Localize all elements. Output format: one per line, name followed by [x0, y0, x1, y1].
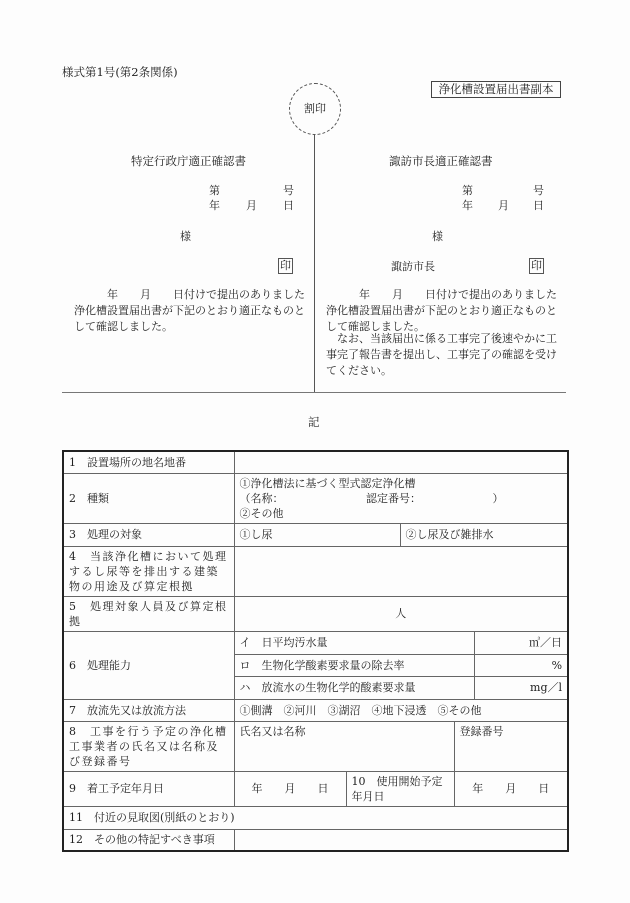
left-cert-title: 特定行政庁適正確認書 — [131, 154, 246, 168]
start-date-field[interactable]: 年 月 日 — [234, 771, 346, 806]
right-stamp-mark — [529, 258, 544, 274]
ki-heading: 記 — [308, 415, 320, 429]
discharge-options[interactable]: ①側溝 ②河川 ③湖沼 ④地下浸透 ⑤その他 — [234, 699, 568, 721]
left-cert-body: 年 月 日付けで提出のありました浄化槽設置届出書が下記のとおり適正なものとして確認しました。 — [74, 288, 305, 333]
row-label: 1 設置場所の地名地番 — [63, 451, 234, 473]
target-option-1[interactable]: ①し尿 — [234, 523, 400, 546]
table-row — [63, 596, 568, 631]
table-row — [63, 473, 568, 523]
left-stamp-mark — [278, 258, 293, 274]
table-row — [63, 699, 568, 721]
type-name-line: （名称： 認定番号： ） — [239, 491, 504, 505]
row-label: 12 その他の特記すべき事項 — [63, 829, 234, 851]
left-year: 年 — [209, 199, 220, 212]
capacity-item-value[interactable]: mg／l — [474, 676, 568, 699]
row-label: 7 放流先又は放流方法 — [63, 699, 234, 721]
table-row — [63, 721, 568, 771]
capacity-item-value[interactable]: ㎥／日 — [474, 631, 568, 654]
row-label: 6 処理能力 — [63, 631, 234, 699]
row-label: 11 付近の見取図(別紙のとおり) — [63, 806, 568, 829]
right-cert-title: 諏訪市長適正確認書 — [389, 154, 493, 168]
target-option-2[interactable]: ②し尿及び雑排水 — [400, 523, 568, 546]
type-option-2: ②その他 — [239, 506, 284, 520]
left-month: 月 — [246, 199, 257, 212]
capacity-item-label: ロ 生物化学酸素要求量の除去率 — [234, 654, 474, 676]
right-addressee-suffix: 様 — [432, 230, 443, 243]
capacity-item-value[interactable]: % — [474, 654, 568, 676]
right-number-prefix: 第 — [462, 184, 473, 197]
other-notes-field[interactable] — [234, 829, 568, 851]
row-label: 5 処理対象人員及び算定根拠 — [63, 596, 234, 631]
right-cert-body: 年 月 日付けで提出のありました浄化槽設置届出書が下記のとおり適正なものとして確認しました。 — [326, 288, 557, 333]
tally-seal-circle — [289, 83, 341, 135]
left-day: 日 — [283, 199, 294, 212]
row-label: 3 処理の対象 — [63, 523, 234, 546]
use-start-label: 10 使用開始予定年月日 — [346, 771, 454, 806]
contractor-name-field[interactable]: 氏名又は名称 — [234, 721, 454, 771]
location-field[interactable] — [234, 451, 568, 473]
type-option-1: ①浄化槽法に基づく型式認定浄化槽 — [239, 476, 416, 490]
row-label: 4 当該浄化槽において処理するし尿等を排出する建築物の用途及び算定根拠 — [63, 546, 234, 596]
right-number-suffix: 号 — [533, 184, 544, 197]
right-year: 年 — [462, 199, 473, 212]
left-addressee-suffix: 様 — [180, 230, 191, 243]
copy-label-box: 浄化槽設置届出書副本 — [431, 81, 561, 98]
right-day: 日 — [533, 199, 544, 212]
table-row — [63, 546, 568, 596]
right-issuer: 諏訪市長 — [391, 260, 435, 273]
left-number-suffix: 号 — [283, 184, 294, 197]
table-row — [63, 631, 568, 654]
notification-table — [62, 450, 569, 852]
table-row — [63, 771, 568, 806]
row-label: 9 着工予定年月日 — [63, 771, 234, 806]
left-number-prefix: 第 — [209, 184, 220, 197]
population-field[interactable]: 人 — [234, 596, 568, 631]
row-label: 2 種類 — [63, 473, 234, 523]
section-divider — [62, 392, 566, 393]
stamp-icon: 印 — [531, 259, 542, 272]
use-start-date-field[interactable]: 年 月 日 — [454, 771, 568, 806]
type-field[interactable] — [234, 473, 568, 523]
table-row — [63, 451, 568, 473]
building-use-field[interactable] — [234, 546, 568, 596]
capacity-item-label: イ 日平均汚水量 — [234, 631, 474, 654]
center-divider — [314, 134, 315, 392]
right-cert-note: なお、当該届出に係る工事完了後速やかに工事完了報告書を提出し、工事完了の確認を受けてください。 — [326, 332, 557, 377]
seal-label: 割印 — [304, 102, 326, 115]
table-row — [63, 829, 568, 851]
right-month: 月 — [498, 199, 509, 212]
stamp-icon: 印 — [280, 259, 291, 272]
capacity-item-label: ハ 放流水の生物化学的酸素要求量 — [234, 676, 474, 699]
table-row — [63, 523, 568, 546]
row-label: 8 工事を行う予定の浄化槽工事業者の氏名又は名称及び登録番号 — [63, 721, 234, 771]
form-number: 様式第1号(第2条関係) — [62, 65, 178, 79]
table-row — [63, 806, 568, 829]
contractor-reg-field[interactable]: 登録番号 — [454, 721, 568, 771]
